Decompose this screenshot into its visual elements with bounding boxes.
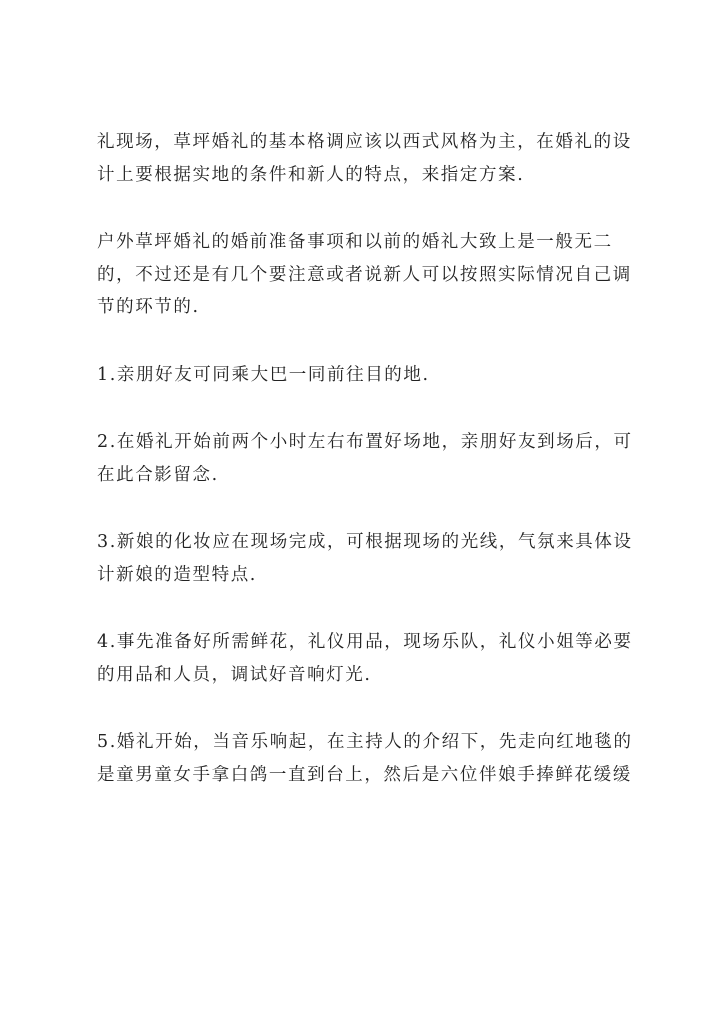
text-line: 是童男童女手拿白鸽一直到台上，然后是六位伴娘手捧鲜花缓缓 — [97, 764, 632, 785]
list-item-5 — [97, 726, 643, 791]
text-line: 2.在婚礼开始前两个小时左右布置好场地，亲朋好友到场后，可 — [97, 432, 633, 452]
text-line: 在此合影留念. — [97, 464, 219, 485]
document-body — [97, 126, 643, 826]
list-item-1 — [97, 359, 643, 392]
list-item-4 — [97, 626, 643, 691]
text-line: 节的环节的. — [97, 297, 200, 317]
text-line: 礼现场，草坪婚礼的基本格调应该以西式风格为主，在婚礼的设 — [97, 132, 632, 152]
text-line: 计新娘的造型特点. — [97, 564, 257, 585]
text-line: 3.新娘的化妆应在现场完成，可根据现场的光线，气氛来具体设 — [97, 532, 633, 552]
text-line: 4.事先准备好所需鲜花，礼仪用品，现场乐队，礼仪小姐等必要 — [97, 632, 633, 652]
text-line: 5.婚礼开始，当音乐响起，在主持人的介绍下，先走向红地毯的 — [97, 732, 633, 752]
text-line: 计上要根据实地的条件和新人的特点，来指定方案. — [97, 164, 525, 185]
text-line: 1.亲朋好友可同乘大巴一同前往目的地. — [97, 364, 430, 385]
paragraph-intro-continuation — [97, 126, 643, 191]
list-item-3 — [97, 526, 643, 591]
text-line: 的用品和人员，调试好音响灯光. — [97, 664, 372, 685]
list-item-2 — [97, 426, 643, 491]
text-line: 户外草坪婚礼的婚前准备事项和以前的婚礼大致上是一般无二 — [97, 232, 613, 252]
paragraph-preparation-overview — [97, 226, 643, 324]
text-line: 的，不过还是有几个要注意或者说新人可以按照实际情况自己调 — [97, 264, 632, 285]
